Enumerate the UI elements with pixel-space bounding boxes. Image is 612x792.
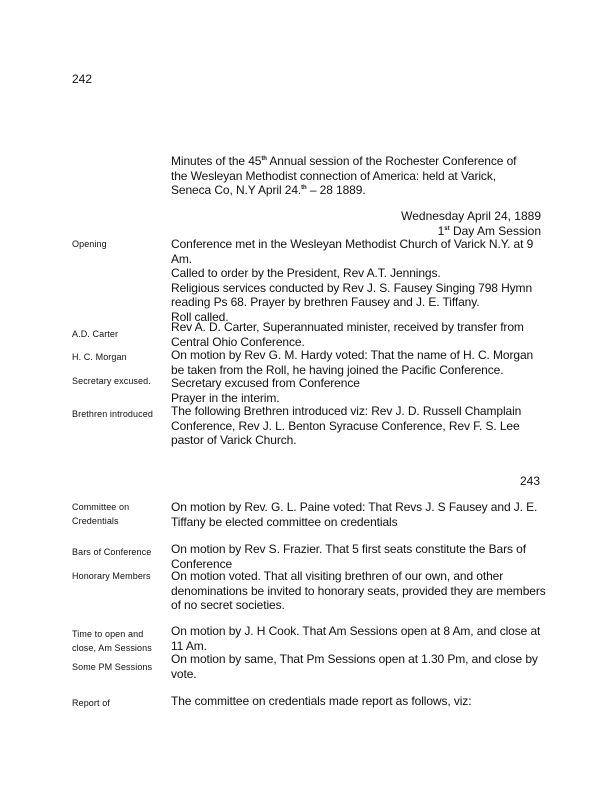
minutes-heading — [171, 154, 546, 198]
entry-paragraph: Roll called. — [171, 309, 229, 324]
entry-hc-morgan — [171, 348, 546, 377]
margin-label-opening: Opening — [72, 239, 107, 249]
heading-line-2: the Wesleyan Methodist connection of America: held at Varick, — [171, 168, 496, 183]
entry-paragraph: On motion by Rev G. M. Hardy voted: That the name of H. C. Morgan be taken from the Roll, he having joined the Pacific Conference. — [171, 348, 534, 377]
margin-label-report-of: Report of — [72, 698, 110, 708]
entry-paragraph: Secretary excused from Conference — [171, 376, 360, 390]
entry-paragraph: On motion by same, That Pm Sessions open at 1.30 Pm, and close by vote. — [171, 652, 538, 681]
entry-am-sessions — [171, 624, 546, 653]
heading-line-1: Minutes of the 45th Annual session of the Rochester Conference of — [171, 154, 517, 168]
entry-paragraph: On motion by J. H Cook. That Am Sessions open at 8 Am, and close at 11 Am. — [171, 624, 541, 653]
ordinal-suffix: th — [261, 156, 267, 162]
session-name: 1st Day Am Session — [437, 223, 541, 238]
entry-paragraph: Prayer in the interim. — [171, 390, 280, 405]
entry-paragraph: On motion by Rev S. Frazier. That 5 first seats constitute the Bars of Conference — [171, 542, 526, 571]
entry-paragraph: On motion by Rev. G. L. Paine voted: That Revs J. S Fausey and J. E. Tiffany be elected committee on credentials — [171, 500, 538, 529]
margin-label-bars-of-conference: Bars of Conference — [72, 547, 152, 557]
margin-label-brethren-introduced: Brethren introduced — [72, 409, 153, 419]
ordinal-suffix: st — [444, 225, 450, 232]
entry-bars-of-conference — [171, 542, 546, 571]
heading-line-3: Seneca Co, N.Y April 24.$^{th}$ – 28 1889. — [171, 183, 366, 198]
entry-paragraph: The committee on credentials made report as follows, viz: — [171, 694, 472, 708]
margin-label-hc-morgan: H. C. Morgan — [72, 352, 127, 362]
margin-label-ad-carter: A.D. Carter — [72, 329, 119, 339]
entry-brethren-introduced — [171, 404, 546, 448]
entry-paragraph: Conference met in the Wesleyan Methodist Church of Varick N.Y. at 9 Am. — [171, 237, 534, 266]
margin-label-pm-sessions: Some PM Sessions — [72, 662, 153, 672]
entry-pm-sessions — [171, 652, 546, 681]
entry-opening — [171, 237, 546, 325]
page-number: 242 — [72, 72, 93, 86]
entry-paragraph: The following Brethren introduced viz: Rev J. D. Russell Champlain Conference, Rev J. L. Benton Syracuse Conference, Rev F. S. Lee pastor of Varick Church. — [171, 404, 522, 448]
entry-paragraph: Rev A. D. Carter, Superannuated minister, received by transfer from Central Ohio Conference. — [171, 320, 524, 349]
margin-label-am-sessions: Time to open and close, Am Sessions — [72, 629, 152, 653]
margin-label-committee-on-credentials: Committee on Credentials — [72, 502, 130, 526]
session-date: Wednesday April 24, 1889 — [401, 209, 541, 223]
session-date-block — [401, 209, 541, 238]
entry-committee-on-credentials — [171, 500, 546, 529]
entry-paragraph: Religious services conducted by Rev J. S. Fausey Singing 798 Hymn reading Ps 68. Prayer by brethren Fausey and J. E. Tiffany. — [171, 280, 533, 310]
entry-paragraph: On motion voted. That all visiting brethren of our own, and other denominations be invited to honorary seats, provided they are members of no secret societies. — [171, 569, 546, 613]
entry-secretary-excused — [171, 376, 546, 405]
entry-report-of — [171, 694, 546, 709]
entry-paragraph: Called to order by the President, Rev A.T. Jennings. — [171, 266, 441, 281]
entry-ad-carter — [171, 320, 546, 349]
margin-label-secretary-excused: Secretary excused. — [72, 376, 151, 386]
entry-honorary-members — [171, 569, 546, 613]
page-number: 243 — [519, 474, 540, 488]
margin-label-honorary-members: Honorary Members — [72, 571, 151, 581]
ordinal-suffix: th — [301, 185, 307, 192]
